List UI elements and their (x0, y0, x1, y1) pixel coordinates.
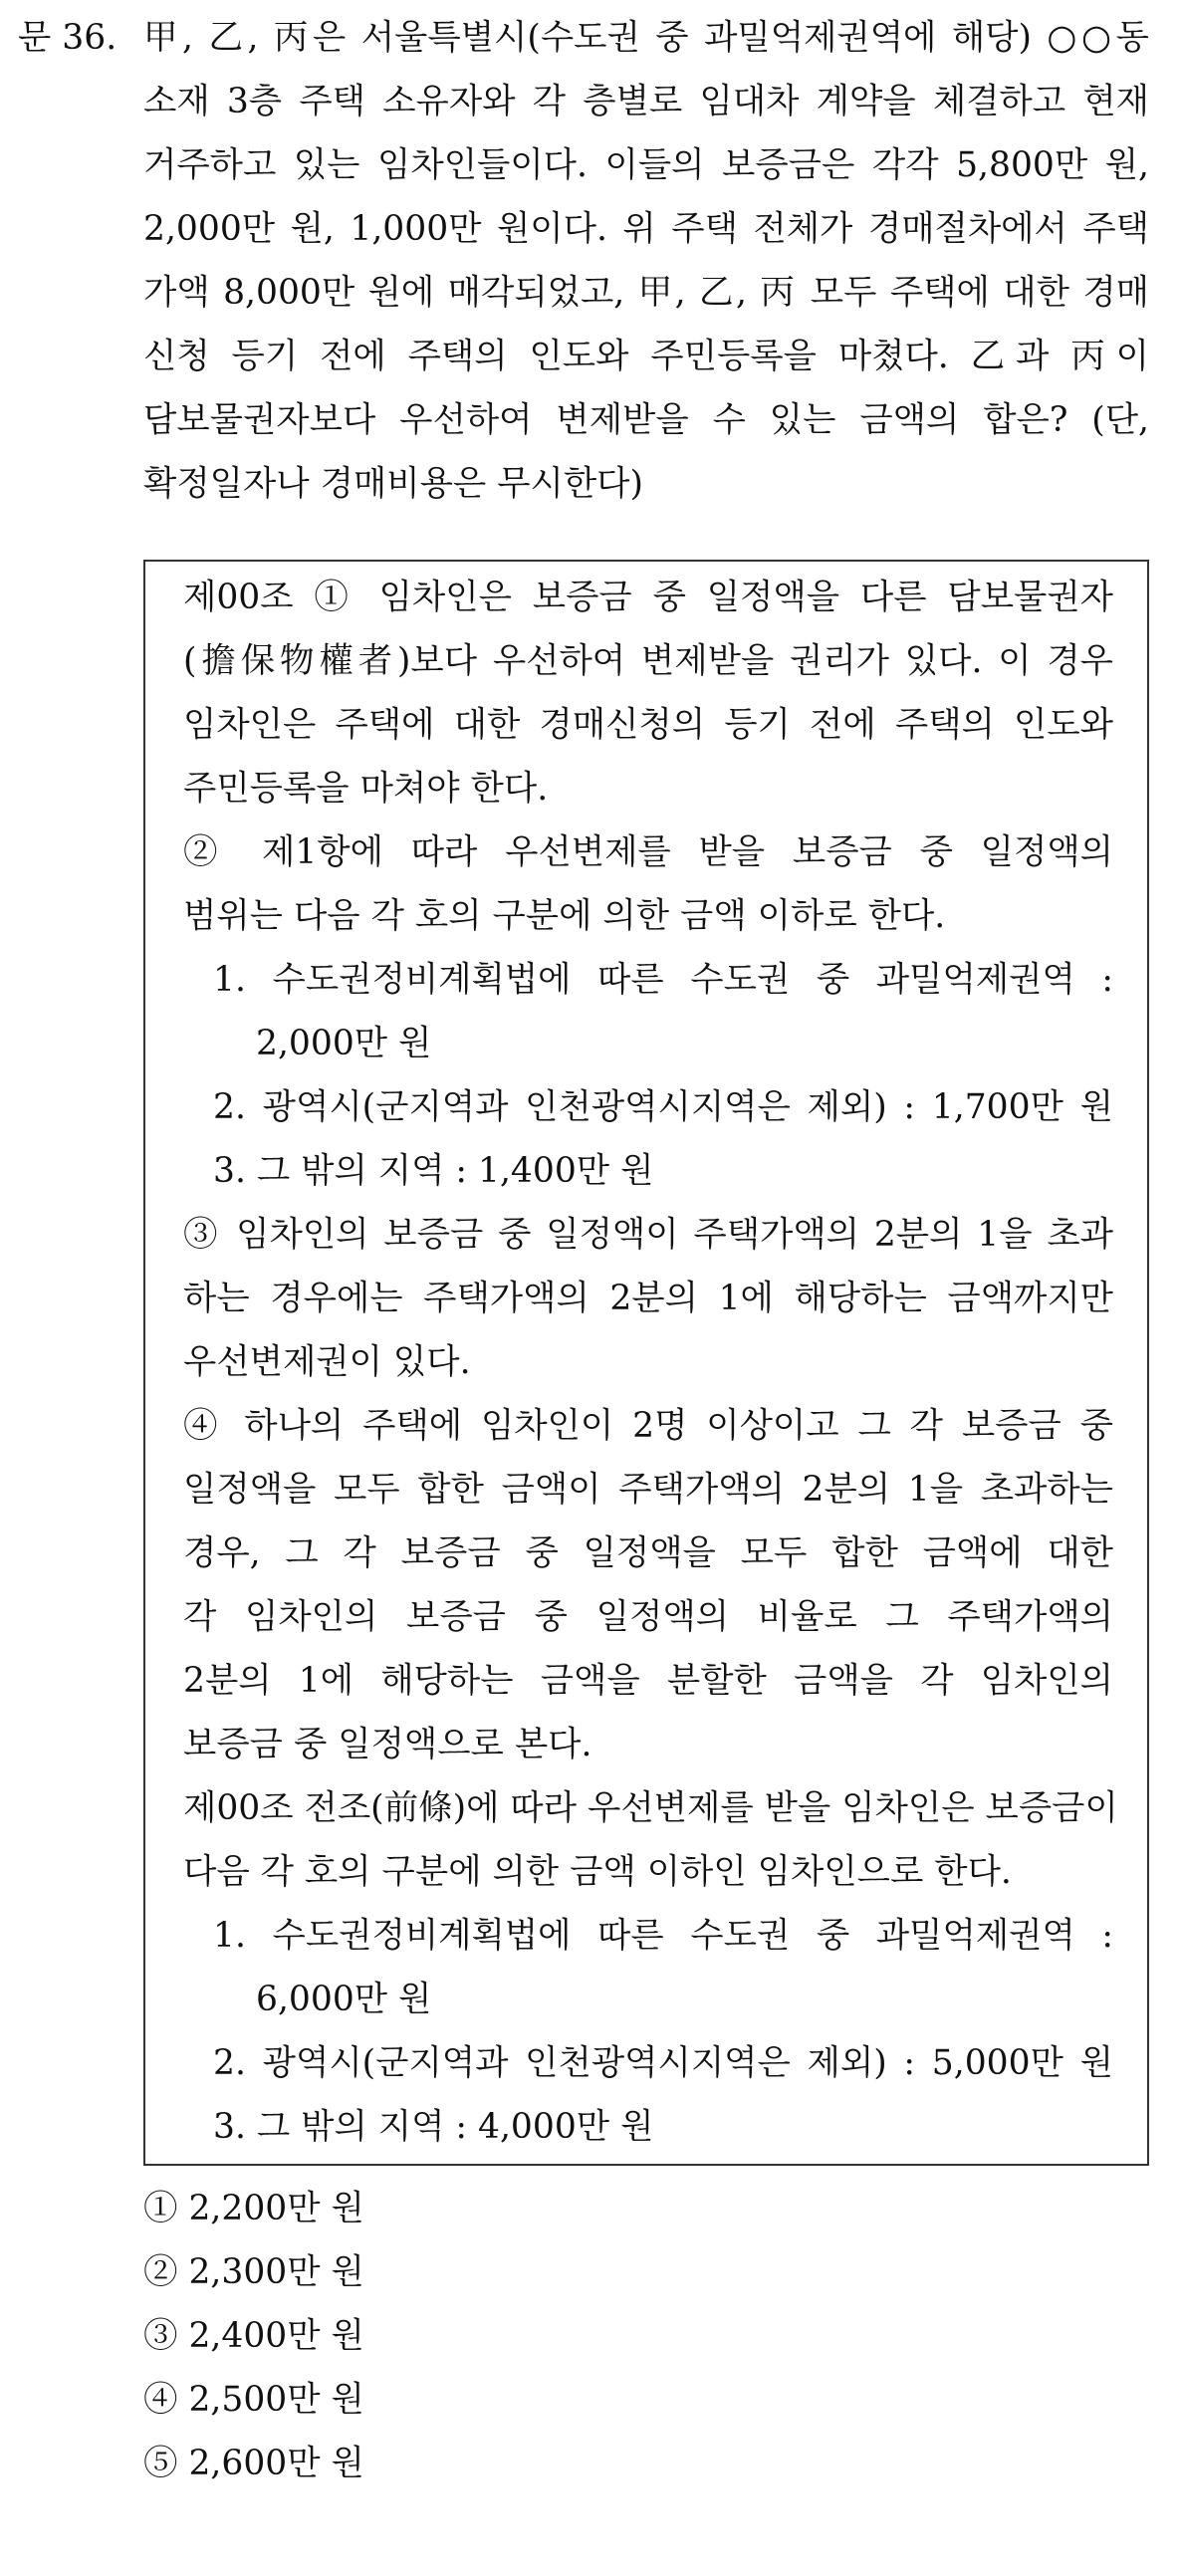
law-line: 2. 광역시(군지역과 인천광역시지역은 제외) : 5,000만 원 (213, 2043, 1113, 2083)
law-line: 3. 그 밖의 지역 : 1,400만 원 (213, 1151, 654, 1191)
stem-line: 거주하고 있는 임차인들이다. 이들의 보증금은 각각 5,800만 원, (143, 145, 1149, 185)
law-line: (擔保物權者)보다 우선하여 변제받을 권리가 있다. 이 경우 (183, 641, 1113, 681)
law-line: 각 임차인의 보증금 중 일정액의 비율로 그 주택가액의 (183, 1597, 1113, 1637)
law-line: 6,000만 원 (256, 1980, 432, 2019)
law-line: 범위는 다음 각 호의 구분에 의한 금액 이하로 한다. (183, 896, 946, 936)
law-line: 2분의 1에 해당하는 금액을 분할한 금액을 각 임차인의 (183, 1661, 1113, 1701)
stem-line: 소재 3층 주택 소유자와 각 층별로 임대차 계약을 체결하고 현재 (143, 82, 1149, 121)
question-number: 문 36. (18, 18, 118, 58)
stem-line: 甲, 乙, 丙은 서울특별시(수도권 중 과밀억제권역에 해당) ○○동 (143, 18, 1149, 58)
law-line: 제00조 ① 임차인은 보증금 중 일정액을 다른 담보물권자 (183, 578, 1113, 617)
law-line: 1. 수도권정비계획법에 따른 수도권 중 과밀억제권역 : (213, 960, 1113, 1000)
stem-line: 담보물권자보다 우선하여 변제받을 수 있는 금액의 합은? (단, (143, 400, 1149, 440)
law-line: 2,000만 원 (256, 1024, 432, 1063)
law-line: 우선변제권이 있다. (183, 1342, 471, 1382)
choice-5[interactable]: ⑤ 2,600만 원 (143, 2444, 364, 2483)
law-line: 1. 수도권정비계획법에 따른 수도권 중 과밀억제권역 : (213, 1916, 1113, 1956)
choice-2[interactable]: ② 2,300만 원 (143, 2252, 364, 2292)
law-line: 임차인은 주택에 대한 경매신청의 등기 전에 주택의 인도와 (183, 705, 1113, 745)
stem-line: 신청 등기 전에 주택의 인도와 주민등록을 마쳤다. 乙과 丙이 (143, 337, 1149, 376)
law-line: 하는 경우에는 주택가액의 2분의 1에 해당하는 금액까지만 (183, 1279, 1113, 1318)
law-line: 3. 그 밖의 지역 : 4,000만 원 (213, 2107, 654, 2147)
law-line: 다음 각 호의 구분에 의한 금액 이하인 임차인으로 한다. (183, 1852, 1012, 1892)
stem-line: 확정일자나 경매비용은 무시한다) (143, 464, 643, 504)
stem-line: 2,000만 원, 1,000만 원이다. 위 주택 전체가 경매절차에서 주택 (143, 209, 1149, 249)
choice-1[interactable]: ① 2,200만 원 (143, 2189, 364, 2228)
law-line: ② 제1항에 따라 우선변제를 받을 보증금 중 일정액의 (183, 832, 1113, 872)
choice-3[interactable]: ③ 2,400만 원 (143, 2316, 364, 2356)
stem-line: 가액 8,000만 원에 매각되었고, 甲, 乙, 丙 모두 주택에 대한 경매 (143, 273, 1149, 313)
law-line: 보증금 중 일정액으로 본다. (183, 1725, 592, 1764)
law-line: 경우, 그 각 보증금 중 일정액을 모두 합한 금액에 대한 (183, 1533, 1113, 1573)
law-line: 주민등록을 마쳐야 한다. (183, 769, 549, 809)
law-line: ④ 하나의 주택에 임차인이 2명 이상이고 그 각 보증금 중 (183, 1406, 1113, 1446)
law-line: 2. 광역시(군지역과 인천광역시지역은 제외) : 1,700만 원 (213, 1087, 1113, 1127)
law-line: 일정액을 모두 합한 금액이 주택가액의 2분의 1을 초과하는 (183, 1470, 1113, 1510)
law-line: 제00조 전조(前條)에 따라 우선변제를 받을 임차인은 보증금이 (183, 1788, 1118, 1828)
law-line: ③ 임차인의 보증금 중 일정액이 주택가액의 2분의 1을 초과 (183, 1215, 1113, 1255)
choice-4[interactable]: ④ 2,500만 원 (143, 2380, 364, 2420)
